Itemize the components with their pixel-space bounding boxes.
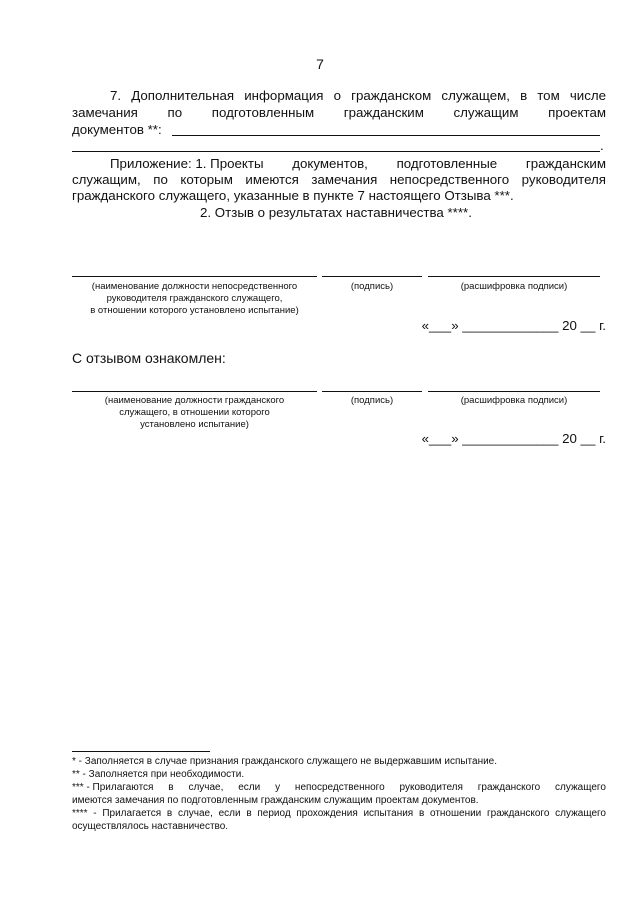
word: замечания (72, 105, 138, 120)
date-1: «___» _____________ 20 __ г. (421, 318, 606, 333)
signature-line-1 (322, 276, 422, 277)
word: подготовленные (396, 156, 498, 171)
word: по (167, 105, 183, 120)
page-number: 7 (316, 56, 324, 72)
acknowledged-label: С отзывом ознакомлен: (72, 350, 226, 366)
footnote-3-line-2: имеются замечания по подготовленным гражданским служащим проектам документов. (72, 795, 479, 806)
word: у (275, 782, 281, 793)
word: гражданским (525, 156, 606, 171)
word: в (168, 782, 174, 793)
footnote-4-line-2: осуществлялось наставничество. (72, 821, 229, 832)
footnote-4-line-1: **** - Прилагается в случае, если в период прохождения испытания в отношении гражданского служащего (72, 808, 606, 819)
word: Приложение: 1. Проекты (110, 156, 264, 171)
word: *** - Прилагаются (72, 782, 154, 793)
word: руководителя (399, 782, 463, 793)
position-line-2 (72, 391, 317, 392)
decode-line-2 (428, 391, 600, 392)
appendix-line-4: 2. Отзыв о результатах наставничества ****. (200, 205, 472, 220)
position-caption-1 (72, 281, 317, 317)
signature-caption-2: (подпись) (350, 395, 394, 406)
caption-line: в отношении которого установлено испытание) (90, 305, 299, 316)
caption-line: служащего, в отношении которого (119, 407, 270, 418)
date-2: «___» _____________ 20 __ г. (421, 431, 606, 446)
footnote-separator (72, 751, 210, 752)
footnote-3-line-1 (72, 782, 606, 795)
documents-remarks-line-2 (72, 151, 600, 152)
caption-line: установлено испытание) (140, 419, 249, 430)
caption-line: (наименование должности гражданского (104, 395, 285, 406)
decode-line-1 (428, 276, 600, 277)
word: непосредственного (294, 782, 385, 793)
section-7-line-3-label: документов **: (72, 122, 162, 137)
word: проектам (548, 105, 606, 120)
section-7-line-1: 7. Дополнительная информация о гражданском служащем, в том числе (110, 88, 606, 103)
word: случае, (188, 782, 224, 793)
decode-caption-1: (расшифровка подписи) (460, 281, 568, 292)
word: если (238, 782, 261, 793)
section-7-line-2 (72, 105, 606, 122)
decode-caption-2: (расшифровка подписи) (460, 395, 568, 406)
footnote-1: * - Заполняется в случае признания гражданского служащего не выдержавшим испытание. (72, 756, 498, 767)
position-caption-2 (72, 395, 317, 431)
word: гражданским (343, 105, 424, 120)
word: гражданского (477, 782, 541, 793)
caption-line: руководителя гражданского служащего, (106, 293, 283, 304)
word: документов, (292, 156, 368, 171)
appendix-line-3: гражданского служащего, указанные в пункте 7 настоящего Отзыва ***. (72, 188, 514, 203)
caption-line: (наименование должности непосредственного (91, 281, 298, 292)
section-7-line-4-end: . (600, 138, 604, 153)
position-line-1 (72, 276, 317, 277)
footnote-2: ** - Заполняется при необходимости. (72, 769, 245, 780)
documents-remarks-line-1 (172, 135, 600, 136)
appendix-line-1 (110, 156, 606, 173)
signature-line-2 (322, 391, 422, 392)
word: служащего (555, 782, 606, 793)
signature-caption-1: (подпись) (350, 281, 394, 292)
appendix-line-2: служащим, по которым имеются замечания непосредственного руководителя (72, 172, 606, 187)
word: служащим (453, 105, 519, 120)
word: подготовленным (211, 105, 315, 120)
